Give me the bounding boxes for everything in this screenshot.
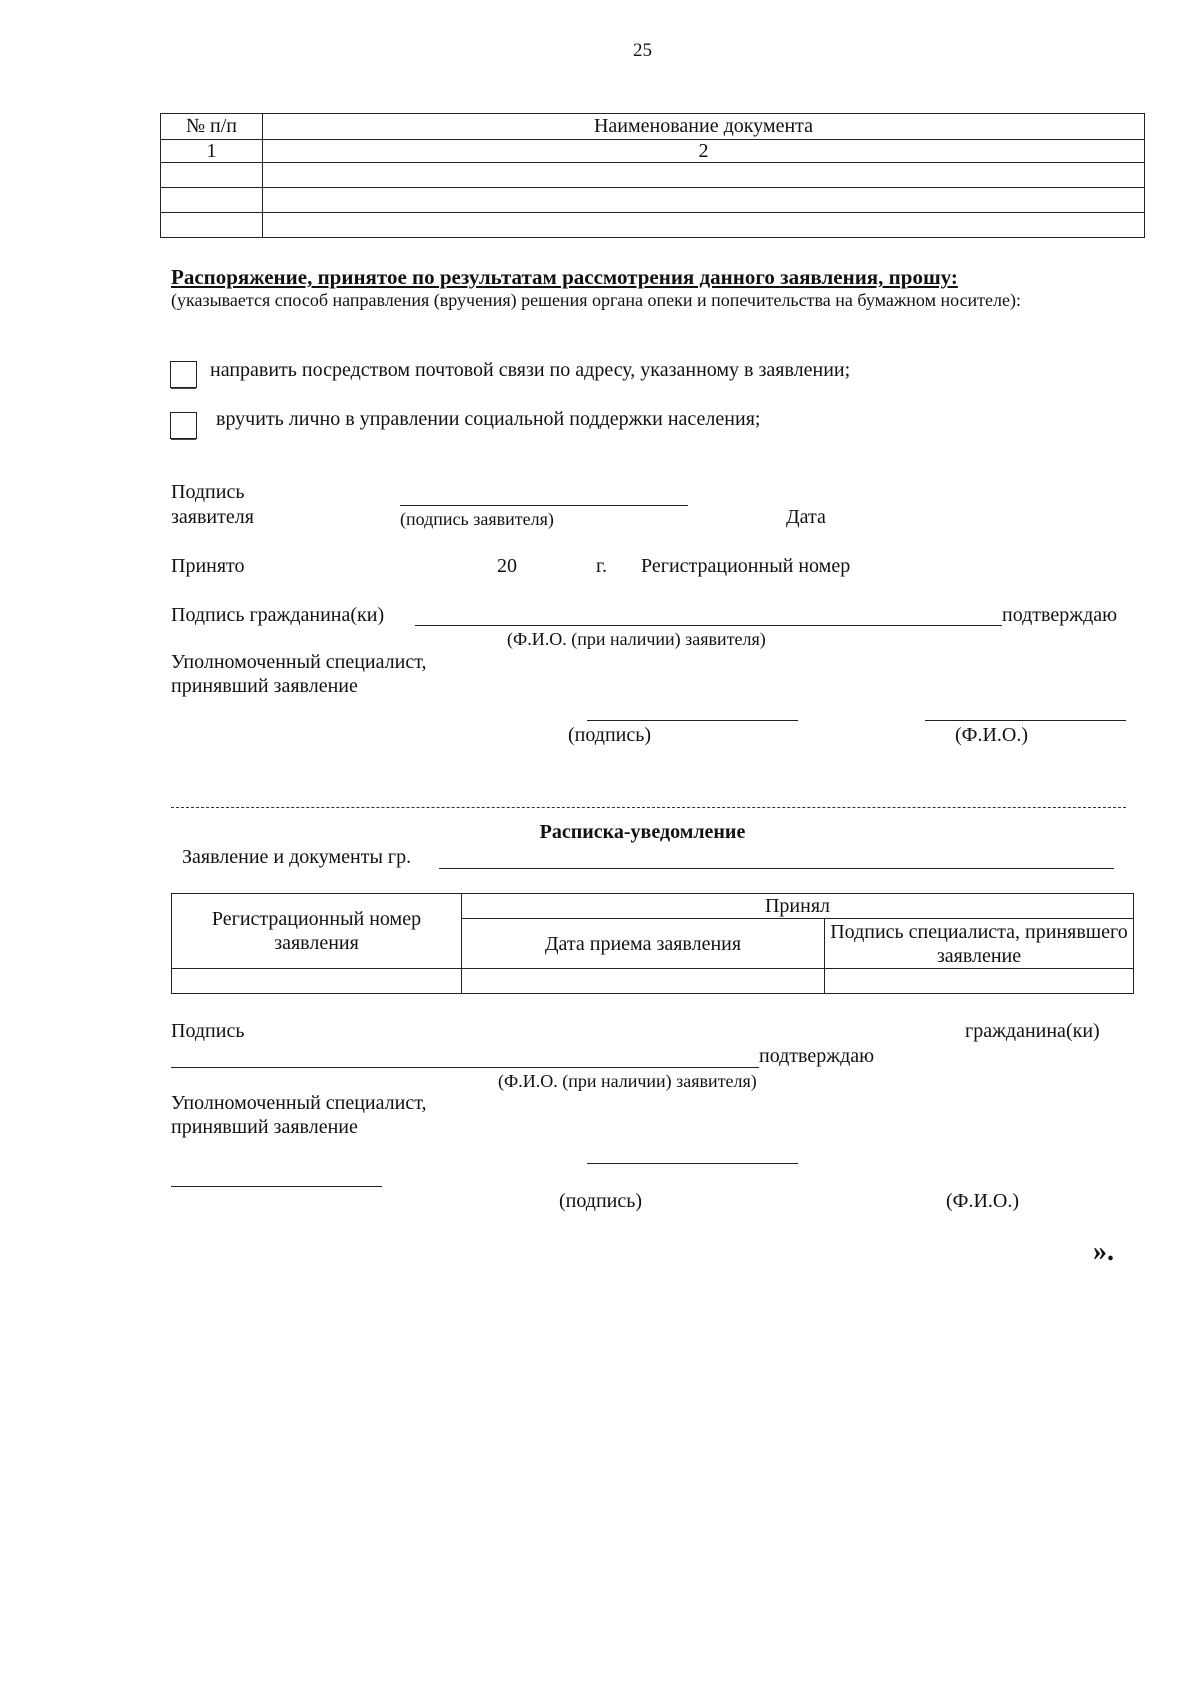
order-heading: Распоряжение, принятое по результатам рассмотрения данного заявления, прошу: xyxy=(171,265,958,289)
table-row xyxy=(161,188,1145,213)
name-hint: (Ф.И.О.) xyxy=(955,724,1029,746)
confirm-text: подтверждаю xyxy=(1002,604,1118,626)
year-prefix: 20 xyxy=(497,555,517,577)
receipt-specialist-label-line2: принявший заявление xyxy=(171,1116,358,1138)
registration-number-label: Регистрационный номер xyxy=(641,555,851,577)
table-row xyxy=(172,969,1134,994)
specialist-label-line1: Уполномоченный специалист, xyxy=(171,651,427,673)
year-suffix: г. xyxy=(596,555,607,577)
specialist-signature-header: Подпись специалиста, принявшего заявление xyxy=(825,919,1134,969)
table-cell[interactable] xyxy=(825,969,1134,994)
mail-delivery-checkbox[interactable] xyxy=(170,361,197,388)
table-row xyxy=(161,163,1145,188)
receipt-name-hint: (Ф.И.О.) xyxy=(946,1190,1020,1212)
table-header-row xyxy=(161,114,1145,140)
registration-number-header: Регистрационный номер заявления xyxy=(172,894,462,969)
receipt-title: Расписка-уведомление xyxy=(539,821,746,843)
mail-delivery-label: направить посредством почтовой связи по адресу, указанному в заявлении; xyxy=(210,359,851,381)
personal-delivery-checkbox[interactable] xyxy=(170,412,197,439)
receipt-specialist-signature-line[interactable] xyxy=(587,1163,798,1164)
receipt-name-line[interactable] xyxy=(439,868,1114,869)
accepted-label: Принято xyxy=(171,555,245,577)
table-header-row xyxy=(172,894,1134,919)
receipt-specialist-label-line1: Уполномоченный специалист, xyxy=(171,1092,427,1114)
closing-quote: ». xyxy=(1093,1236,1114,1267)
specialist-name-line[interactable] xyxy=(925,720,1126,721)
signature-hint: (подпись) xyxy=(568,724,652,746)
receipt-signature-label: Подпись xyxy=(171,1020,245,1042)
header-document-name-cell: Наименование документа xyxy=(263,114,1145,140)
table-cell[interactable] xyxy=(263,163,1145,188)
receipt-confirm-text: подтверждаю xyxy=(759,1045,875,1067)
table-cell[interactable] xyxy=(263,188,1145,213)
applicant-signature-hint: (подпись заявителя) xyxy=(400,509,554,529)
specialist-label-line2: принявший заявление xyxy=(171,675,358,697)
column-index-cell: 1 xyxy=(161,140,263,163)
table-cell[interactable] xyxy=(263,213,1145,238)
receipt-citizen-signature-line[interactable] xyxy=(171,1067,759,1068)
table-row xyxy=(161,213,1145,238)
table-cell[interactable] xyxy=(462,969,825,994)
acceptance-date-header: Дата приема заявления xyxy=(462,919,825,969)
column-index-cell: 2 xyxy=(263,140,1145,163)
table-cell[interactable] xyxy=(172,969,462,994)
receipt-table xyxy=(171,893,1134,994)
date-label: Дата xyxy=(786,506,826,528)
header-number-cell: № п/п xyxy=(161,114,263,140)
receipt-signature-hint: (подпись) xyxy=(559,1190,643,1212)
cut-line xyxy=(171,807,1126,808)
table-cell[interactable] xyxy=(161,213,263,238)
receipt-fio-hint: (Ф.И.О. (при наличии) заявителя) xyxy=(498,1071,757,1091)
receipt-docs-from-label: Заявление и документы гр. xyxy=(182,846,412,868)
receipt-citizen-label: гражданина(ки) xyxy=(965,1020,1100,1042)
page-number: 25 xyxy=(633,40,652,61)
personal-delivery-label: вручить лично в управлении социальной поддержки населения; xyxy=(216,408,761,430)
applicant-signature-label-line2: заявителя xyxy=(171,506,254,528)
accepted-by-header: Принял xyxy=(462,894,1134,919)
order-note: (указывается способ направления (вручения) решения органа опеки и попечительства на бумажном носителе): xyxy=(171,290,1022,310)
specialist-signature-line[interactable] xyxy=(587,720,798,721)
fio-hint: (Ф.И.О. (при наличии) заявителя) xyxy=(507,629,766,649)
applicant-signature-line[interactable] xyxy=(400,505,688,506)
table-cell[interactable] xyxy=(161,163,263,188)
table-cell[interactable] xyxy=(161,188,263,213)
documents-table xyxy=(160,113,1145,238)
citizen-signature-line[interactable] xyxy=(415,625,1002,626)
receipt-specialist-name-line[interactable] xyxy=(171,1186,382,1187)
citizen-signature-label: Подпись гражданина(ки) xyxy=(171,604,385,626)
applicant-signature-label-line1: Подпись xyxy=(171,481,245,503)
table-row xyxy=(161,140,1145,163)
